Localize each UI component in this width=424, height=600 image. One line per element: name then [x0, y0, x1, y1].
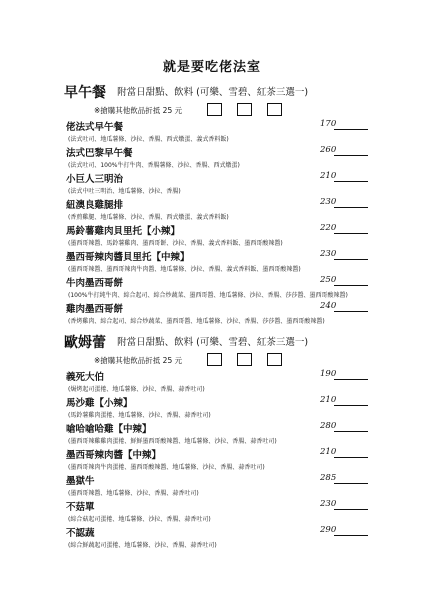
menu-item [64, 369, 370, 395]
menu-item [64, 395, 370, 421]
item-name: 不菇單 [66, 502, 95, 513]
item-desc: (墨西哥辣肉牛肉蛋捲、墨西哥酸辣醬、地瓜薯條、沙拉、香腸、蒜香吐司) [68, 464, 265, 471]
menu-item [64, 145, 370, 171]
price-blank [334, 379, 368, 380]
discount-text: ※搶購其他飲品折抵 25 元 [94, 356, 183, 365]
section-title: 歐姆蕾 [64, 335, 106, 351]
item-price: 190 [320, 369, 337, 379]
item-desc: (香煎雞腿、地瓜薯條、沙拉、香腸、西式燉蛋、義式香料飯) [68, 214, 229, 221]
item-name: 不認蔬 [66, 528, 95, 539]
menu-item [64, 197, 370, 223]
section-note: 附當日甜點、飲料 (可樂、雪碧、紅茶三選一) [117, 87, 309, 98]
item-name: 嗆哈嗆哈雞【中辣】 [66, 424, 152, 435]
item-price: 170 [320, 119, 337, 129]
section-note: 附當日甜點、飲料 (可樂、雪碧、紅茶三選一) [117, 337, 309, 348]
price-blank [334, 457, 368, 458]
item-desc: (焗烤起司蛋捲、地瓜薯條、沙拉、香腸、蒜香吐司) [68, 386, 205, 393]
drink-checkbox[interactable] [237, 103, 252, 116]
item-price: 210 [320, 395, 337, 405]
price-blank [334, 405, 368, 406]
item-name: 小巨人三明治 [66, 174, 124, 185]
menu-item [64, 525, 370, 551]
item-price: 210 [320, 171, 337, 181]
price-blank [334, 535, 368, 536]
item-name: 紐澳良雞腿排 [66, 200, 124, 211]
item-name: 法式巴黎早午餐 [66, 148, 133, 159]
menu-item [64, 447, 370, 473]
price-blank [334, 207, 368, 208]
item-name: 墨西哥辣肉醬【中辣】 [66, 450, 162, 461]
discount-text: ※搶購其他飲品折抵 25 元 [94, 106, 183, 115]
item-desc: (香烤雞肉、綜合起司、綜合炒蔬菜、墨西哥醬、地瓜薯條、沙拉、香腸、莎莎醬、墨西哥酸辣醬) [68, 318, 325, 325]
item-name: 墨西哥辣肉醬貝里托【中辣】 [66, 252, 190, 263]
section-brunch [64, 82, 370, 327]
item-price: 285 [320, 473, 337, 483]
section-header [64, 332, 370, 352]
price-blank [334, 483, 368, 484]
price-blank [334, 233, 368, 234]
discount-line [64, 103, 370, 119]
section-title: 早午餐 [64, 85, 106, 101]
page-title: 就是要吃佬法室 [162, 60, 261, 75]
item-price: 230 [320, 197, 337, 207]
price-blank [334, 129, 368, 130]
item-desc: (墨西哥辣醬、墨西哥辣肉牛肉醬、地瓜薯條、沙拉、香腸、義式香料飯、墨西哥酸辣醬) [68, 266, 301, 273]
item-name: 墨獄牛 [66, 476, 95, 487]
item-price: 280 [320, 421, 337, 431]
item-name: 佬法式早午餐 [66, 122, 124, 133]
item-name: 雞肉墨西哥餅 [66, 304, 124, 315]
menu-item [64, 301, 370, 327]
menu-item [64, 223, 370, 249]
menu-item [64, 499, 370, 525]
item-name: 馬沙雞【小辣】 [66, 398, 133, 409]
discount-line [64, 353, 370, 369]
menu-item [64, 275, 370, 301]
price-blank [334, 311, 368, 312]
price-blank [334, 509, 368, 510]
menu-item [64, 473, 370, 499]
price-blank [334, 431, 368, 432]
item-desc: (墨西哥辣醬、馬鈴薯雞肉、墨西哥餅、沙拉、香腸、義式香料飯、墨西哥酸辣醬) [68, 240, 283, 247]
menu-item [64, 249, 370, 275]
price-blank [334, 285, 368, 286]
menu-item [64, 421, 370, 447]
item-price: 220 [320, 223, 337, 233]
item-price: 250 [320, 275, 337, 285]
item-name: 馬鈴薯雞肉貝里托【小辣】 [66, 226, 181, 237]
price-blank [334, 259, 368, 260]
section-omelette [64, 332, 370, 551]
drink-checkbox[interactable] [267, 353, 282, 366]
item-name: 牛肉墨西哥餅 [66, 278, 124, 289]
drink-checkbox[interactable] [237, 353, 252, 366]
price-blank [334, 181, 368, 182]
item-desc: (綜合鮮蔬起司蛋捲、地瓜薯條、沙拉、香腸、蒜香吐司) [68, 542, 217, 549]
menu-item [64, 171, 370, 197]
item-price: 290 [320, 525, 337, 535]
menu-item [64, 119, 370, 145]
item-desc: (馬鈴薯雞肉蛋捲、地瓜薯條、沙拉、香腸、蒜香吐司) [68, 412, 211, 419]
drink-checkbox[interactable] [207, 353, 222, 366]
item-desc: (100%牛打純牛肉、綜合起司、綜合炒蔬菜、墨西哥醬、地瓜薯條、沙拉、香腸、莎莎醬、墨西哥酸辣醬) [68, 292, 348, 299]
item-desc: (法式吐司、100%牛打牛肉、香腸薯條、沙拉、香腸、西式燉蛋) [68, 162, 240, 169]
item-name: 義死大伯 [66, 372, 105, 383]
item-price: 260 [320, 145, 337, 155]
item-price: 230 [320, 249, 337, 259]
item-desc: (法式中吐三明治、地瓜薯條、沙拉、香腸) [68, 188, 181, 195]
section-header [64, 82, 370, 102]
item-desc: (綜合菇起司蛋捲、地瓜薯條、沙拉、香腸、蒜香吐司) [68, 516, 211, 523]
drink-checkbox[interactable] [267, 103, 282, 116]
item-price: 240 [320, 301, 337, 311]
item-price: 230 [320, 499, 337, 509]
drink-checkbox[interactable] [207, 103, 222, 116]
price-blank [334, 155, 368, 156]
item-desc: (墨西哥辣雞雞肉蛋捲、鮮鮮墨西哥酸辣醬、地瓜薯條、沙拉、香腸、蒜香吐司) [68, 438, 277, 445]
item-desc: (墨西哥辣醬、地瓜薯條、沙拉、香腸、蒜香吐司) [68, 490, 199, 497]
item-price: 210 [320, 447, 337, 457]
item-desc: (法式吐司、地瓜薯條、沙拉、香腸、西式燉蛋、義式香料飯) [68, 136, 229, 143]
